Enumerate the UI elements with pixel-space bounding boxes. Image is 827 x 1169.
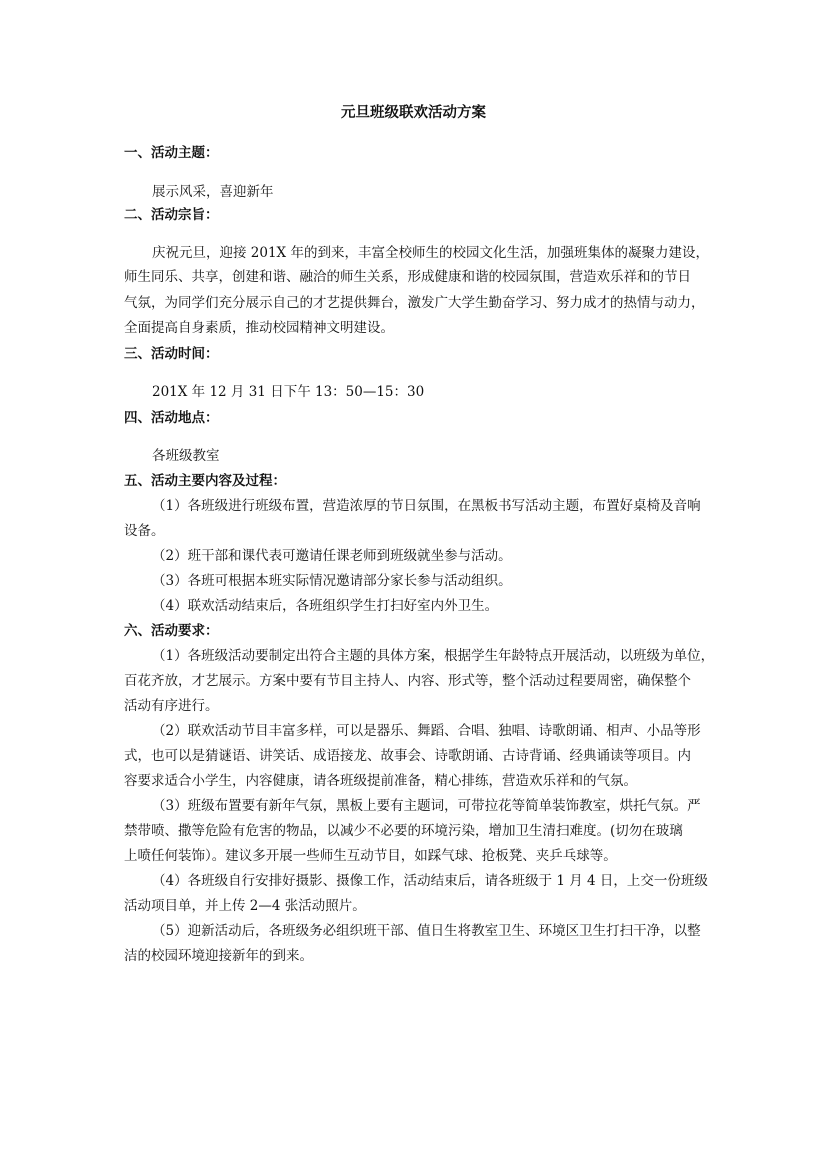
paragraph-line: （1）各班级进行班级布置，营造浓厚的节日氛围，在黑板书写活动主题，布置好桌椅及音响: [152, 498, 701, 514]
section-heading-location: 四、活动地点：: [124, 410, 219, 426]
paragraph-line: 活动项目单，并上传 2—4 张活动照片。: [124, 898, 366, 914]
paragraph-line: 展示风采，喜迎新年: [152, 184, 274, 200]
paragraph-line: 百花齐放，才艺展示。方案中要有节目主持人、内容、形式等，整个活动过程要周密，确保整个: [124, 673, 691, 689]
section-heading-requirements: 六、活动要求：: [124, 623, 219, 639]
paragraph-line: 洁的校园环境迎接新年的到来。: [124, 948, 313, 964]
paragraph-line: （3）班级布置要有新年气氛，黑板上要有主题词，可带拉花等简单装饰教室，烘托气氛。严: [152, 798, 701, 814]
paragraph-line: 庆祝元旦，迎接 201X 年的到来，丰富全校师生的校园文化生活，加强班集体的凝聚力建设，: [152, 245, 709, 261]
paragraph-line: 师生同乐、共享，创建和谐、融洽的师生关系，形成健康和谐的校园氛围，营造欢乐祥和的节日: [124, 269, 691, 285]
section-heading-content: 五、活动主要内容及过程：: [124, 473, 286, 489]
paragraph-line: （1）各班级活动要制定出符合主题的具体方案，根据学生年龄特点开展活动，以班级为单位，: [152, 648, 715, 664]
paragraph-line: 各班级教室: [152, 448, 220, 464]
paragraph-line: 全面提高自身素质，推动校园精神文明建设。: [124, 320, 394, 336]
paragraph-line: （2）联欢活动节目丰富多样，可以是器乐、舞蹈、合唱、独唱、诗歌朗诵、相声、小品等形: [152, 723, 701, 739]
paragraph-line: （4）联欢活动结束后，各班组织学生打扫好室内外卫生。: [152, 598, 499, 614]
paragraph-line: 设备。: [124, 523, 165, 539]
paragraph-line: （5）迎新活动后，各班级务必组织班干部、值日生将教室卫生、环境区卫生打扫干净，以整: [152, 923, 701, 939]
section-heading-time: 三、活动时间：: [124, 346, 219, 362]
paragraph-line: 201X 年 12 月 31 日下午 13：50—15：30: [152, 384, 425, 400]
paragraph-line: 容要求适合小学生，内容健康，请各班级提前准备，精心排练，营造欢乐祥和的气氛。: [124, 773, 637, 789]
paragraph-line: （2）班干部和课代表可邀请任课老师到班级就坐参与活动。: [152, 548, 512, 564]
paragraph-line: 气氛，为同学们充分展示自己的才艺提供舞台，激发广大学生勤奋学习、努力成才的热情与动力，: [124, 295, 705, 311]
paragraph-line: 禁带喷、撒等危险有危害的物品，以减少不必要的环境污染，增加卫生清扫难度。(切勿在玻璃: [124, 823, 683, 839]
paragraph-line: 式，也可以是猜谜语、讲笑话、成语接龙、故事会、诗歌朗诵、古诗背诵、经典诵读等项目。内: [124, 748, 691, 764]
section-heading-theme: 一、活动主题：: [124, 145, 219, 161]
document-title: 元旦班级联欢活动方案: [341, 104, 486, 121]
paragraph-line: 活动有序进行。: [124, 698, 219, 714]
paragraph-line: （4）各班级自行安排好摄影、摄像工作，活动结束后，请各班级于 1 月 4 日，上交一份班级: [152, 873, 708, 889]
section-heading-purpose: 二、活动宗旨：: [124, 207, 219, 223]
paragraph-line: （3）各班可根据本班实际情况邀请部分家长参与活动组织。: [152, 573, 512, 589]
paragraph-line: 上喷任何装饰）。建议多开展一些师生互动节目，如踩气球、抢板凳、夹乒乓球等。: [124, 848, 617, 864]
